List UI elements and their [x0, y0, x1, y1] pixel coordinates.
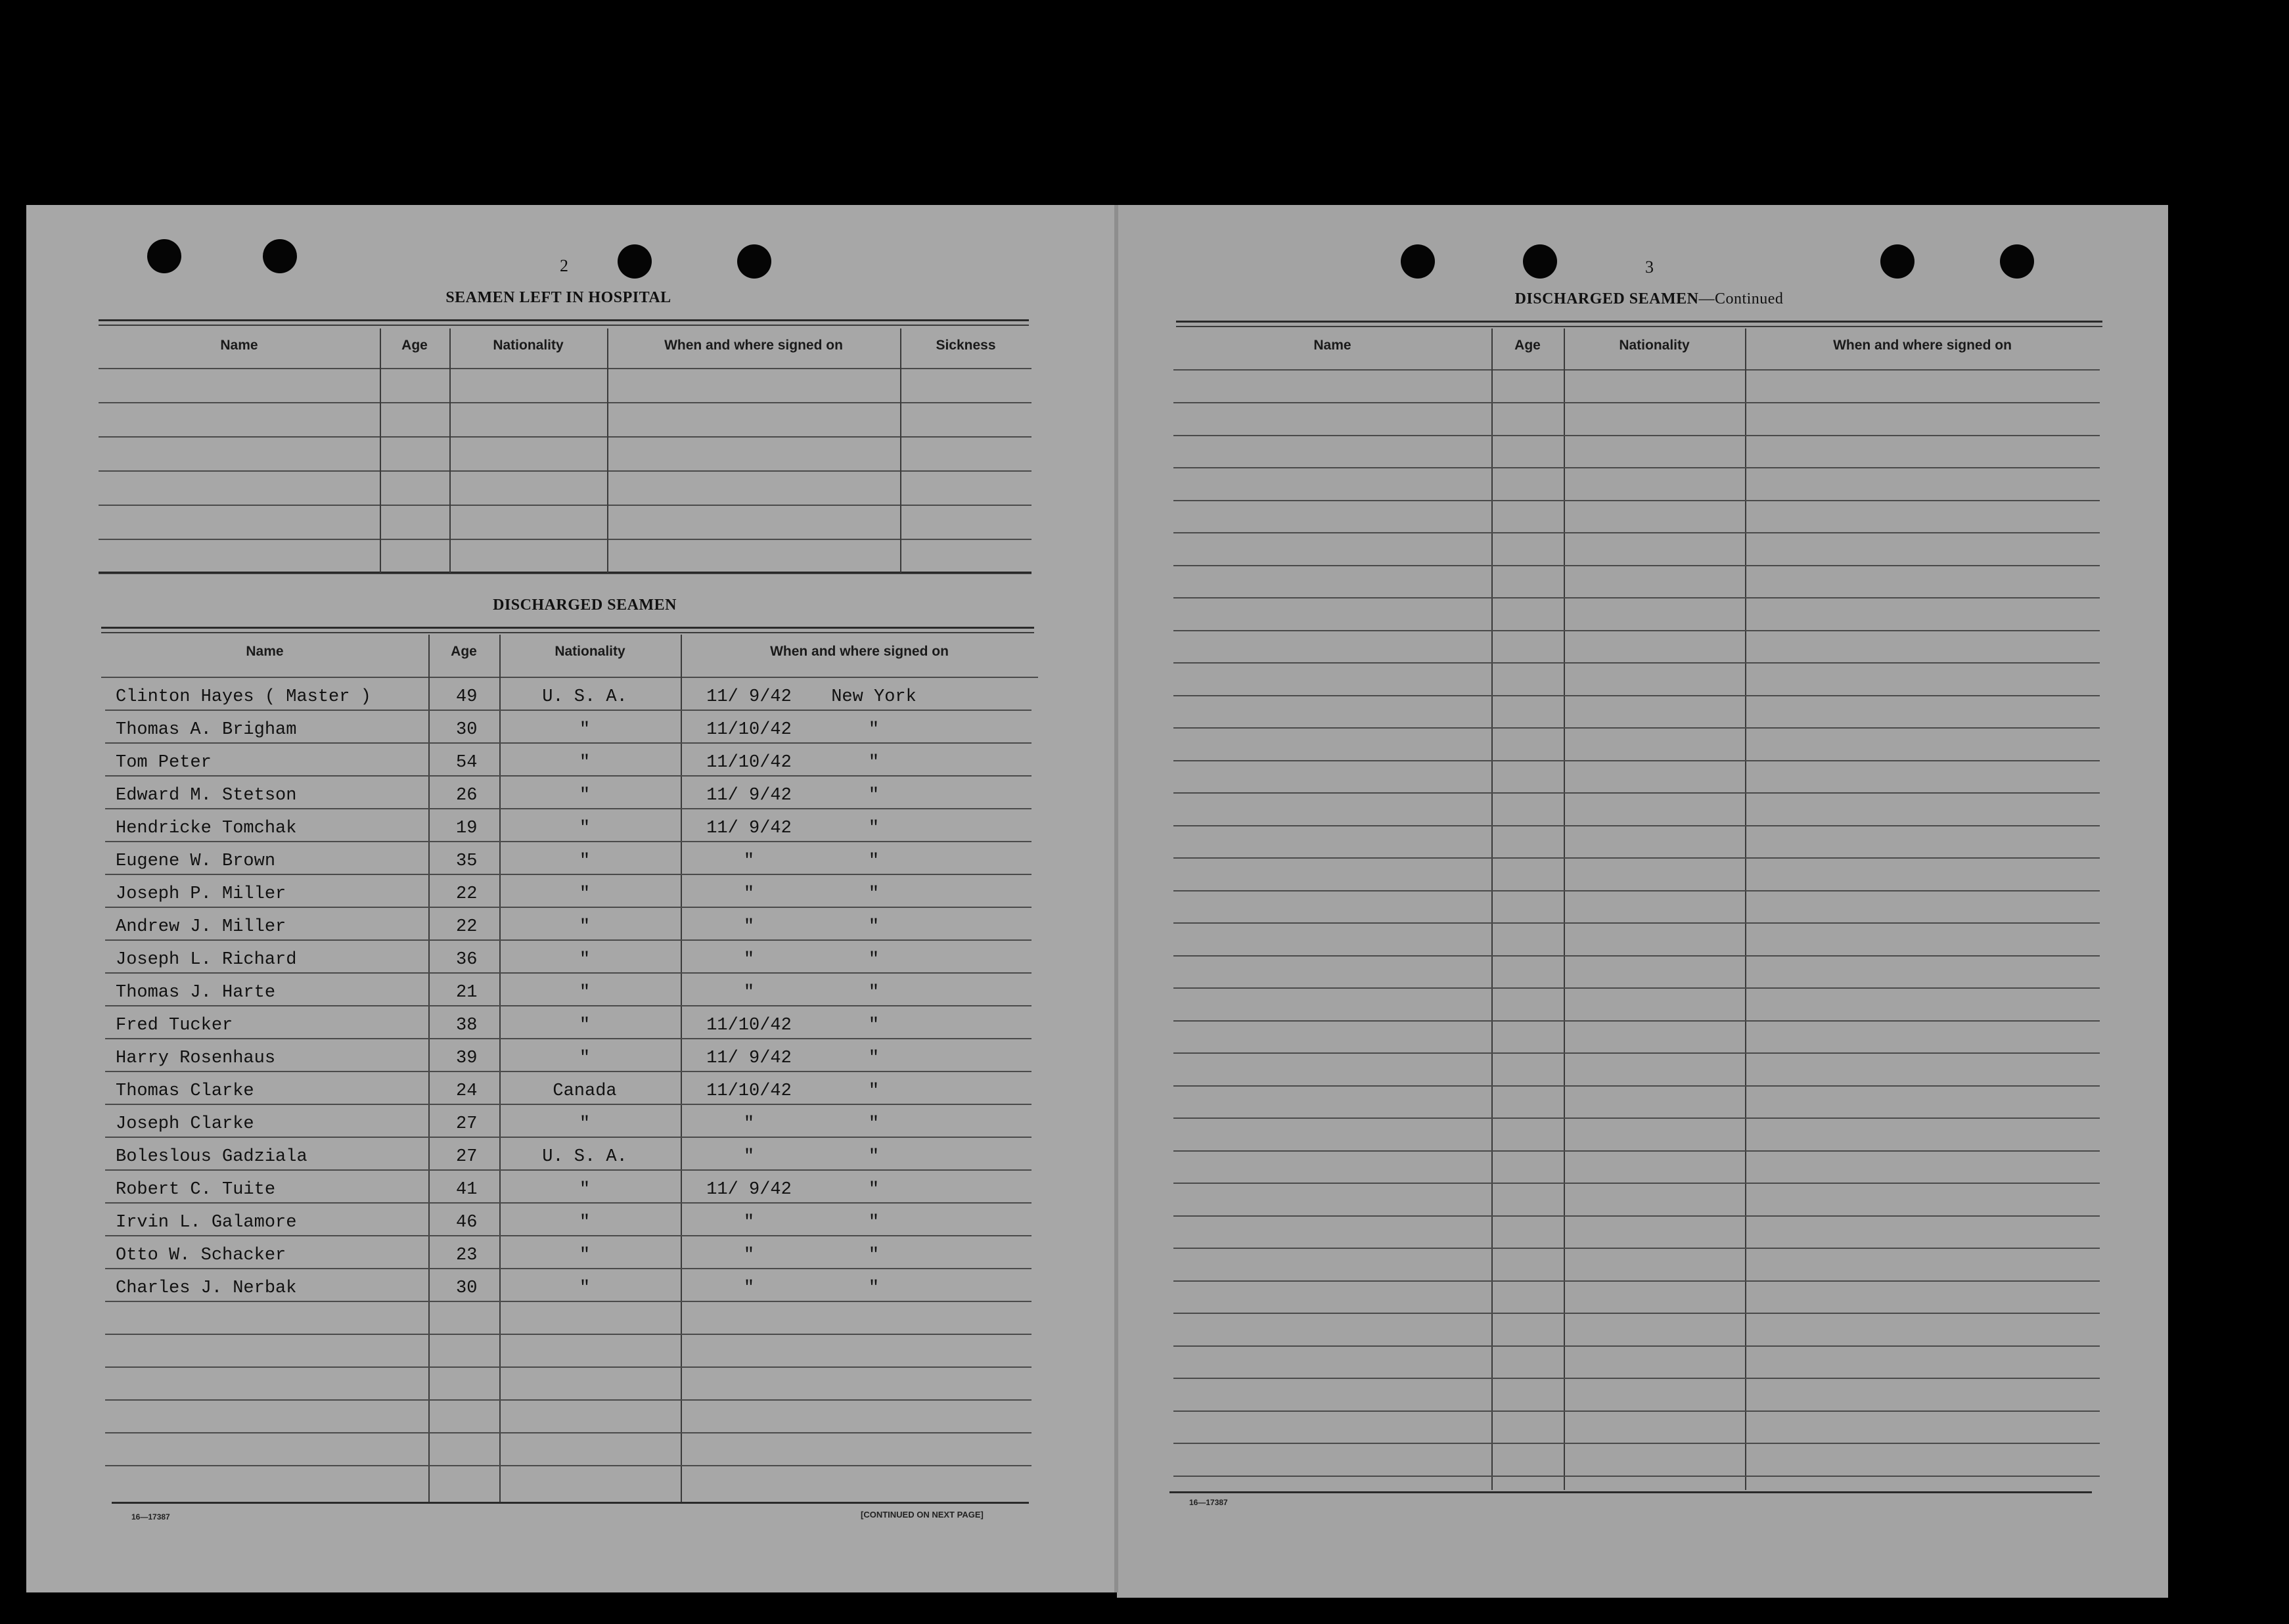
continued-col-nationality: Nationality: [1619, 338, 1690, 353]
signed-on-date: 11/10/42: [706, 753, 792, 773]
seaman-age: 35: [456, 851, 478, 871]
table-row-line: [1173, 760, 2100, 761]
signed-on-date: ": [743, 1246, 755, 1265]
table-row-line: [1173, 1313, 2100, 1314]
table-row-line: [1173, 1020, 2100, 1022]
table-row-line: [105, 907, 1031, 908]
table-row-line: [105, 1038, 1031, 1039]
table-row-line: [1173, 1248, 2100, 1249]
table-row-line: [1173, 1410, 2100, 1412]
table-row-line: [105, 1005, 1031, 1006]
table-row-line: [1173, 500, 2100, 501]
continued-note: [CONTINUED ON NEXT PAGE]: [861, 1510, 984, 1520]
continued-section-title-suffix: —Continued: [1698, 290, 1784, 307]
table-row-line: [1173, 695, 2100, 696]
seaman-name: Clinton Hayes ( Master ): [116, 687, 371, 707]
signed-on-date: 11/10/42: [706, 1016, 792, 1035]
hospital-col-nationality: Nationality: [493, 338, 564, 353]
punch-hole: [1401, 244, 1435, 279]
column-divider: [1745, 328, 1746, 1490]
table-row-line: [105, 742, 1031, 744]
hospital-header-rule: [99, 368, 1031, 369]
table-row-line: [1173, 825, 2100, 826]
table-row-line: [105, 775, 1031, 777]
page-number: 3: [1645, 258, 1654, 277]
table-row-line: [1173, 1183, 2100, 1184]
table-row-line: [1173, 630, 2100, 631]
table-row-line: [105, 1301, 1031, 1302]
table-row-line: [99, 436, 1031, 438]
table-row-line: [1173, 890, 2100, 891]
seaman-nationality: ": [579, 753, 591, 773]
seaman-age: 22: [456, 917, 478, 937]
column-divider: [1491, 328, 1493, 1490]
seaman-name: Otto W. Schacker: [116, 1246, 286, 1265]
table-row-line: [1173, 1150, 2100, 1152]
hospital-top-rule: [99, 319, 1029, 321]
table-row-line: [1173, 987, 2100, 989]
table-row-line: [1173, 1378, 2100, 1379]
discharged-section-title: DISCHARGED SEAMEN: [493, 597, 677, 614]
table-row-line: [99, 505, 1031, 506]
signed-on-place: ": [868, 1081, 880, 1101]
seaman-name: Joseph Clarke: [116, 1114, 254, 1134]
form-number: 16—17387: [1189, 1498, 1228, 1507]
seaman-age: 24: [456, 1081, 478, 1101]
signed-on-date: 11/ 9/42: [706, 687, 792, 707]
seaman-nationality: ": [579, 983, 591, 1003]
continued-section-title-main: DISCHARGED SEAMEN: [1514, 290, 1699, 307]
table-row-line: [99, 470, 1031, 472]
seaman-nationality: ": [579, 917, 591, 937]
table-row-line: [1173, 922, 2100, 924]
seaman-name: Joseph L. Richard: [116, 950, 297, 970]
table-row-line: [1173, 1280, 2100, 1282]
signed-on-place: ": [868, 884, 880, 904]
signed-on-place: ": [868, 1147, 880, 1167]
table-row-line: [1173, 1345, 2100, 1347]
signed-on-place: ": [868, 1114, 880, 1134]
punch-hole: [263, 239, 297, 273]
seaman-name: Thomas A. Brigham: [116, 720, 297, 740]
seaman-age: 21: [456, 983, 478, 1003]
seaman-name: Boleslous Gadziala: [116, 1147, 307, 1167]
seaman-age: 30: [456, 1278, 478, 1298]
signed-on-place: ": [868, 950, 880, 970]
table-row-line: [1173, 792, 2100, 794]
seaman-name: Thomas J. Harte: [116, 983, 276, 1003]
discharged-col-nationality: Nationality: [555, 644, 625, 659]
seaman-age: 27: [456, 1147, 478, 1167]
table-row-line: [1173, 1052, 2100, 1054]
signed-on-place: ": [868, 1278, 880, 1298]
seaman-name: Edward M. Stetson: [116, 786, 297, 805]
table-row-line: [1173, 597, 2100, 598]
seaman-nationality: ": [579, 1213, 591, 1232]
seaman-nationality: ": [579, 1278, 591, 1298]
seaman-nationality: ": [579, 950, 591, 970]
table-row-line: [105, 1432, 1031, 1433]
signed-on-date: 11/10/42: [706, 720, 792, 740]
table-row-line: [105, 841, 1031, 842]
seaman-nationality: ": [579, 1246, 591, 1265]
seaman-age: 30: [456, 720, 478, 740]
hospital-col-sickness: Sickness: [936, 338, 996, 353]
discharged-col-name: Name: [246, 644, 284, 659]
table-row-line: [1173, 1443, 2100, 1444]
seaman-age: 54: [456, 753, 478, 773]
signed-on-place: ": [868, 1049, 880, 1068]
column-divider: [607, 328, 608, 573]
signed-on-date: ": [743, 1147, 755, 1167]
hospital-col-age: Age: [401, 338, 428, 353]
signed-on-date: ": [743, 851, 755, 871]
continued-col-name: Name: [1313, 338, 1351, 353]
seaman-name: Joseph P. Miller: [116, 884, 286, 904]
table-row-line: [105, 1071, 1031, 1072]
continued-col-signed-on: When and where signed on: [1833, 338, 2012, 353]
form-number: 16—17387: [131, 1512, 170, 1522]
table-row-line: [1173, 435, 2100, 436]
seaman-nationality: Canada: [553, 1081, 617, 1101]
column-divider: [428, 635, 430, 1503]
signed-on-date: ": [743, 917, 755, 937]
table-row-line: [1173, 1117, 2100, 1119]
table-row-line: [105, 1366, 1031, 1368]
signed-on-date: 11/ 9/42: [706, 1180, 792, 1200]
table-row-line: [1173, 955, 2100, 957]
table-row-line: [105, 874, 1031, 875]
table-row-line: [105, 972, 1031, 974]
column-divider: [681, 635, 682, 1503]
seaman-nationality: ": [579, 720, 591, 740]
table-row-line: [105, 1202, 1031, 1204]
punch-hole: [1523, 244, 1557, 279]
seaman-name: Eugene W. Brown: [116, 851, 276, 871]
seaman-nationality: ": [579, 851, 591, 871]
table-row-line: [1173, 727, 2100, 729]
column-divider: [499, 635, 501, 1503]
table-row-line: [1173, 662, 2100, 664]
signed-on-date: ": [743, 983, 755, 1003]
signed-on-date: 11/ 9/42: [706, 819, 792, 838]
seaman-nationality: ": [579, 884, 591, 904]
seaman-nationality: ": [579, 786, 591, 805]
signed-on-date: ": [743, 950, 755, 970]
signed-on-place: ": [868, 1180, 880, 1200]
continued-header-rule: [1173, 369, 2100, 371]
seaman-nationality: ": [579, 1114, 591, 1134]
seaman-name: Andrew J. Miller: [116, 917, 286, 937]
seaman-age: 23: [456, 1246, 478, 1265]
seaman-nationality: ": [579, 1180, 591, 1200]
seaman-age: 41: [456, 1180, 478, 1200]
column-divider: [380, 328, 381, 573]
signed-on-place: ": [868, 1246, 880, 1265]
seaman-name: Irvin L. Galamore: [116, 1213, 297, 1232]
signed-on-date: 11/ 9/42: [706, 786, 792, 805]
seaman-age: 49: [456, 687, 478, 707]
punch-hole: [618, 244, 652, 279]
table-row-line: [1173, 1215, 2100, 1217]
signed-on-place: ": [868, 720, 880, 740]
signed-on-place: ": [868, 1213, 880, 1232]
seaman-nationality: ": [579, 1016, 591, 1035]
continued-section-title: [1432, 290, 1866, 308]
seaman-age: 19: [456, 819, 478, 838]
column-divider: [1564, 328, 1565, 1490]
table-row-line: [99, 402, 1031, 403]
table-row-line: [105, 1399, 1031, 1401]
seaman-age: 27: [456, 1114, 478, 1134]
seaman-name: Fred Tucker: [116, 1016, 233, 1035]
signed-on-place: ": [868, 917, 880, 937]
hospital-section-title: SEAMEN LEFT IN HOSPITAL: [445, 289, 671, 306]
signed-on-place: ": [868, 851, 880, 871]
discharged-col-signed-on: When and where signed on: [770, 644, 949, 659]
signed-on-place: ": [868, 819, 880, 838]
seaman-name: Tom Peter: [116, 753, 212, 773]
table-row-line: [105, 939, 1031, 941]
seaman-age: 22: [456, 884, 478, 904]
signed-on-place: ": [868, 786, 880, 805]
right-page: [1117, 205, 2168, 1598]
signed-on-date: ": [743, 1213, 755, 1232]
seaman-nationality: U. S. A.: [542, 687, 627, 707]
table-row-line: [1173, 402, 2100, 403]
seaman-age: 39: [456, 1049, 478, 1068]
seaman-name: Hendricke Tomchak: [116, 819, 297, 838]
table-row-line: [1173, 532, 2100, 533]
table-row-line: [105, 1137, 1031, 1138]
continued-col-age: Age: [1514, 338, 1541, 353]
column-divider: [449, 328, 451, 573]
table-row-line: [105, 808, 1031, 809]
hospital-col-signed-on: When and where signed on: [664, 338, 843, 353]
table-row-line: [105, 710, 1031, 711]
punch-hole: [1880, 244, 1915, 279]
table-row-line: [105, 1104, 1031, 1105]
table-row-line: [1173, 467, 2100, 468]
signed-on-place: ": [868, 983, 880, 1003]
column-divider: [900, 328, 901, 573]
signed-on-date: 11/ 9/42: [706, 1049, 792, 1068]
page-number: 2: [560, 256, 568, 275]
seaman-name: Charles J. Nerbak: [116, 1278, 297, 1298]
seaman-nationality: ": [579, 819, 591, 838]
page-fold: [1114, 205, 1118, 1592]
signed-on-place: ": [868, 1016, 880, 1035]
table-row-line: [1173, 857, 2100, 859]
discharged-header-rule: [101, 677, 1038, 678]
table-row-line: [99, 539, 1031, 540]
seaman-age: 36: [456, 950, 478, 970]
punch-hole: [737, 244, 771, 279]
table-row-line: [105, 1235, 1031, 1236]
seaman-name: Robert C. Tuite: [116, 1180, 276, 1200]
seaman-age: 26: [456, 786, 478, 805]
signed-on-date: 11/10/42: [706, 1081, 792, 1101]
seaman-name: Harry Rosenhaus: [116, 1049, 276, 1068]
signed-on-date: ": [743, 884, 755, 904]
table-row-line: [105, 1268, 1031, 1269]
punch-hole: [2000, 244, 2034, 279]
seaman-nationality: U. S. A.: [542, 1147, 627, 1167]
hospital-col-name: Name: [220, 338, 258, 353]
table-row-line: [1173, 1476, 2100, 1477]
punch-hole: [147, 239, 181, 273]
signed-on-date: ": [743, 1114, 755, 1134]
discharged-col-age: Age: [451, 644, 477, 659]
signed-on-date: ": [743, 1278, 755, 1298]
signed-on-place: New York: [831, 687, 917, 707]
hospital-bottom-rule: [99, 572, 1031, 574]
table-row-line: [105, 1334, 1031, 1335]
seaman-age: 46: [456, 1213, 478, 1232]
table-row-line: [105, 1465, 1031, 1466]
table-row-line: [105, 1169, 1031, 1171]
signed-on-place: ": [868, 753, 880, 773]
seaman-nationality: ": [579, 1049, 591, 1068]
table-row-line: [1173, 1085, 2100, 1087]
seaman-age: 38: [456, 1016, 478, 1035]
table-row-line: [1173, 565, 2100, 566]
seaman-name: Thomas Clarke: [116, 1081, 254, 1101]
